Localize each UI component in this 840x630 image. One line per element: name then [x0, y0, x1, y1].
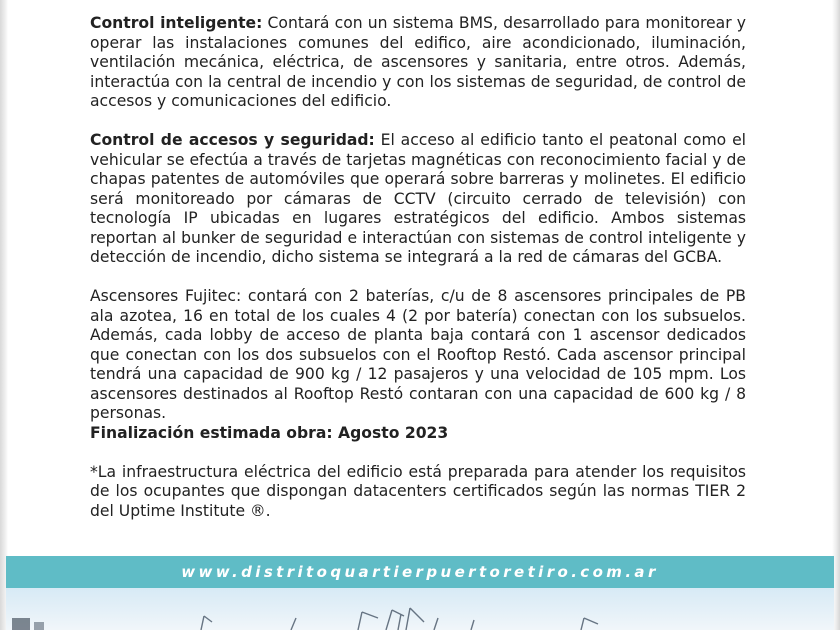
paragraph-finalizacion: Finalización estimada obra: Agosto 2023 — [90, 423, 449, 442]
footer-photo — [6, 588, 834, 630]
paragraph-nota: *La infraestructura eléctrica del edificio está preparada para atender los requisitos de los ocupantes que dispongan datacenters certificados según las normas TIER 2 del Uptime Institute ®. — [90, 462, 746, 520]
paragraph-ascensores: Ascensores Fujitec: contará con 2 baterías, c/u de 8 ascensores principales de PB ala azotea, 16 en total de los cuales 4 (2 por batería) conectan con los subsuelos. Además, cada lobby de acceso de planta baja contará con 1 ascensor dedicados que conectan con los dos subsuelos con el Rooftop Restó. Cada ascensor principal tendrá una capacidad de 900 kg / 12 pasajeros y una velocidad de 105 mpm. Los ascensores destinados al Rooftop Restó contaran con una capacidad de 600 kg / 8 personas. — [90, 287, 746, 422]
url-banner — [6, 556, 834, 588]
website-url[interactable]: www.distritoquartierpuertoretiro.com.ar — [181, 563, 659, 581]
text-control-accesos: El acceso al edificio tanto el peatonal como el vehicular se efectúa a través de tarjetas magnéticas con reconocimiento facial y de chapas patentes de automóviles que operará sobre barreras y molinetes. El edificio será monitoreado por cámaras de CCTV (circuito cerrado de televisión) con tecnología IP ubicadas en lugares estratégicos del edificio. Ambos sistemas reportan al bunker de seguridad e interactúan con sistemas de control inteligente y detección de incendio, dicho sistema se integrará a la red de cámaras del GCBA. — [90, 131, 746, 266]
heading-control-inteligente: Control inteligente: — [90, 14, 263, 32]
paragraph-control-inteligente — [90, 14, 746, 112]
paragraph-control-accesos — [90, 131, 746, 268]
text-control-inteligente: Contará con un sistema BMS, desarrollado para monitorear y operar las instalaciones comunes del edifico, aire acondicionado, iluminación, ventilación mecánica, eléctrica, de ascensores y sanitaria, entre otros. Además, interactúa con la central de incendio y con los sistemas de seguridad, de control de accesos y comunicaciones del edificio. — [90, 14, 746, 110]
crane-silhouettes-icon — [6, 588, 834, 630]
heading-control-accesos: Control de accesos y seguridad: — [90, 131, 375, 149]
document-body — [90, 14, 746, 541]
